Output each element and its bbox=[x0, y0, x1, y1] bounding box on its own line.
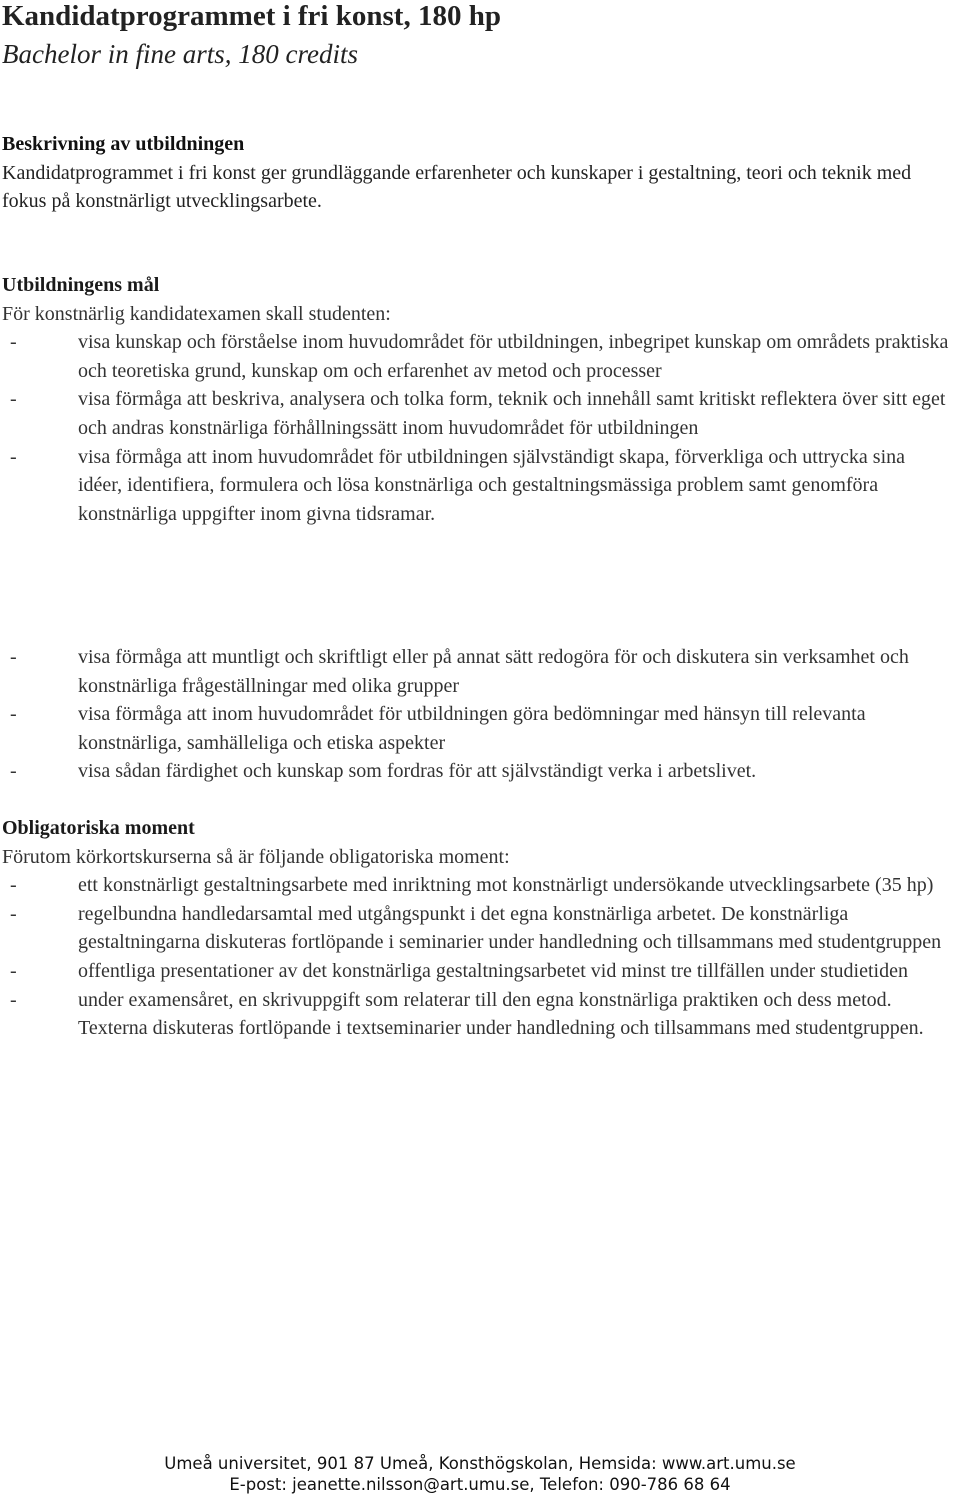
footer-address: Umeå universitet, 901 87 Umeå, Konsthögskolan, Hemsida: www.art.umu.se bbox=[164, 1454, 796, 1473]
list-item: - visa förmåga att inom huvudområdet för utbildningen göra bedömningar med hänsyn till relevanta konstnärliga, samhälleliga och etiska aspekter bbox=[2, 700, 952, 757]
description-heading: Beskrivning av utbildningen bbox=[2, 133, 245, 155]
list-item: - regelbundna handledarsamtal med utgångspunkt i det egna konstnärliga arbetet. De konstnärliga gestaltningarna diskuteras fortlöpande i seminarier under handledning och tillsammans med studentgruppen bbox=[2, 900, 952, 957]
list-item: - visa förmåga att muntligt och skriftligt eller på annat sätt redogöra för och diskutera sin verksamhet och konstnärliga frågeställningar med olika grupper bbox=[2, 643, 952, 700]
page-title: Kandidatprogrammet i fri konst, 180 hp bbox=[2, 0, 501, 32]
list-item: - visa kunskap och förståelse inom huvudområdet för utbildningen, inbegripet kunskap om områdets praktiska och teoretiska grund, kunskap om och erfarenhet av metod och processer bbox=[2, 328, 952, 385]
description-text: Kandidatprogrammet i fri konst ger grundläggande erfarenheter och kunskaper i gestaltning, teori och teknik med fokus på konstnärligt utvecklingsarbete. bbox=[2, 161, 912, 213]
goals-heading: Utbildningens mål bbox=[2, 274, 160, 296]
goals-section bbox=[2, 271, 952, 528]
list-item: - offentliga presentationer av det konstnärliga gestaltningsarbetet vid minst tre tillfällen under studietiden bbox=[2, 957, 952, 986]
goals-list-b bbox=[2, 643, 952, 786]
page-subtitle: Bachelor in fine arts, 180 credits bbox=[2, 39, 358, 69]
goals-section-continued bbox=[2, 643, 952, 786]
mandatory-list bbox=[2, 871, 952, 1043]
mandatory-intro: Förutom körkortskurserna så är följande obligatoriska moment: bbox=[2, 845, 510, 868]
list-item: - visa sådan färdighet och kunskap som fordras för att självständigt verka i arbetslivet. bbox=[2, 757, 952, 786]
footer-contact: E-post: jeanette.nilsson@art.umu.se, Telefon: 090-786 68 64 bbox=[229, 1475, 731, 1494]
list-item: - visa förmåga att inom huvudområdet för utbildningen självständigt skapa, förverkliga och uttrycka sina idéer, identifiera, formulera och lösa konstnärliga och gestaltningsmässiga problem samt genomföra konstnärliga uppgifter inom givna tidsramar. bbox=[2, 443, 952, 529]
list-item: - under examensåret, en skrivuppgift som relaterar till den egna konstnärliga praktiken och dess metod. Texterna diskuteras fortlöpande i textseminarier under handledning och tillsammans med studentgruppen. bbox=[2, 986, 952, 1043]
goals-intro: För konstnärlig kandidatexamen skall studenten: bbox=[2, 302, 391, 325]
description-section bbox=[2, 130, 952, 216]
goals-list-a bbox=[2, 328, 952, 528]
list-item: - ett konstnärligt gestaltningsarbete med inriktning mot konstnärligt undersökande utvecklingsarbete (35 hp) bbox=[2, 871, 952, 900]
list-item: - visa förmåga att beskriva, analysera och tolka form, teknik och innehåll samt kritiskt reflektera över sitt eget och andras konstnärliga förhållningssätt inom huvudområdet för utbildningen bbox=[2, 385, 952, 442]
mandatory-section bbox=[2, 814, 952, 1043]
mandatory-heading: Obligatoriska moment bbox=[2, 817, 195, 839]
